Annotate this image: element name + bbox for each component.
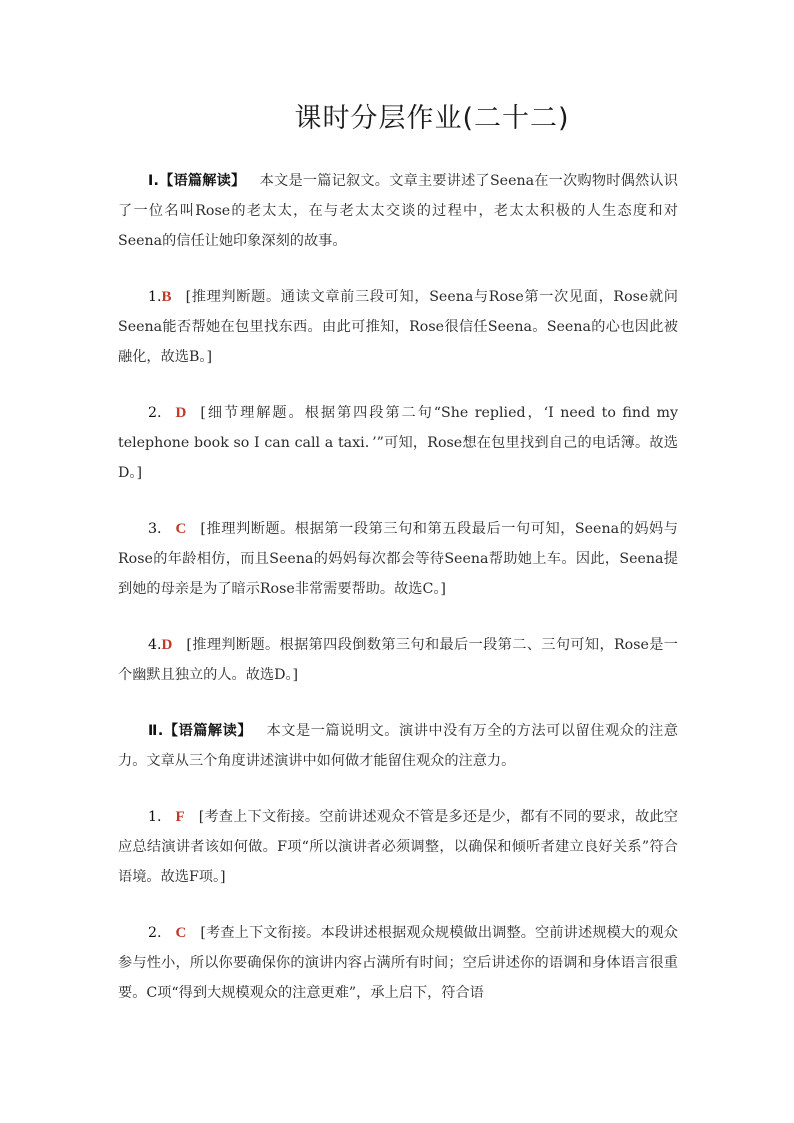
answer-explanation: [考查上下文衔接。空前讲述观众不管是多还是少，都有不同的要求，故此空应总结演讲者该如何做。F项“所以演讲者必须调整，以确保和倾听者建立良好关系”符合语境。故选F项。] xyxy=(118,809,678,885)
answer-letter: D xyxy=(161,637,173,653)
section-text: 本文是一篇说明文。演讲中没有万全的方法可以留住观众的注意力。文章从三个角度讲述演讲中如何做才能留住观众的注意力。 xyxy=(118,723,678,769)
question-number: 2. xyxy=(148,925,162,941)
question-number: 3. xyxy=(148,521,162,537)
question-number: 1. xyxy=(148,289,162,305)
section-text: 本文是一篇记叙文。文章主要讲述了Seena在一次购物时偶然认识了一位名叫Rose的老太太，在与老太太交谈的过程中，老太太积极的人生态度和对Seena的信任让她印象深刻的故事。 xyxy=(118,173,678,249)
answer-explanation: [考查上下文衔接。本段讲述根据观众规模做出调整。空前讲述规模大的观众参与性小，所以你要确保你的演讲内容占满所有时间；空后讲述你的语调和身体语言很重要。C项“得到大规模观众的注意更难”，承上启下，符合语 xyxy=(118,925,678,1001)
answer-item xyxy=(118,398,678,488)
document-body xyxy=(118,166,678,1034)
answer-letter: B xyxy=(161,289,172,305)
answer-letter: C xyxy=(175,521,187,537)
answer-item xyxy=(118,514,678,604)
question-number: 2. xyxy=(148,405,162,421)
answer-explanation: [推理判断题。根据第四段倒数第三句和最后一段第二、三句可知，Rose是一个幽默且独立的人。故选D。] xyxy=(118,637,678,683)
answer-explanation: [细节理解题。根据第四段第二句“She replied，‘I need to find my telephone book so I can call a taxi．’”可知，Rose想在包里找到自己的电话簿。故选D。] xyxy=(118,405,678,481)
section-1-intro xyxy=(118,166,678,256)
section-marker: Ⅰ. xyxy=(148,173,159,189)
answer-letter: D xyxy=(175,405,187,421)
question-number: 1. xyxy=(148,809,162,825)
section-2-intro xyxy=(118,716,678,776)
answer-item xyxy=(118,630,678,690)
page-title: 课时分层作业(二十二) xyxy=(294,103,570,134)
answer-explanation: [推理判断题。通读文章前三段可知，Seena与Rose第一次见面，Rose就问Seena能否帮她在包里找东西。由此可推知，Rose很信任Seena。Seena的心也因此被融化，故选B。] xyxy=(118,289,678,365)
section-tag: 【语篇解读】 xyxy=(158,173,246,189)
answer-explanation: [推理判断题。根据第一段第三句和第五段最后一句可知，Seena的妈妈与Rose的年龄相仿，而且Seena的妈妈每次都会等待Seena帮助她上车。因此，Seena提到她的母亲是为了暗示Rose非常需要帮助。故选C。] xyxy=(118,521,678,597)
answer-item xyxy=(118,918,678,1008)
question-number: 4. xyxy=(148,637,162,653)
section-tag: 【语篇解读】 xyxy=(163,723,253,739)
section-marker: Ⅱ. xyxy=(148,723,164,739)
answer-letter: F xyxy=(175,809,185,825)
answer-item xyxy=(118,802,678,892)
answer-item xyxy=(118,282,678,372)
answer-letter: C xyxy=(175,925,187,941)
